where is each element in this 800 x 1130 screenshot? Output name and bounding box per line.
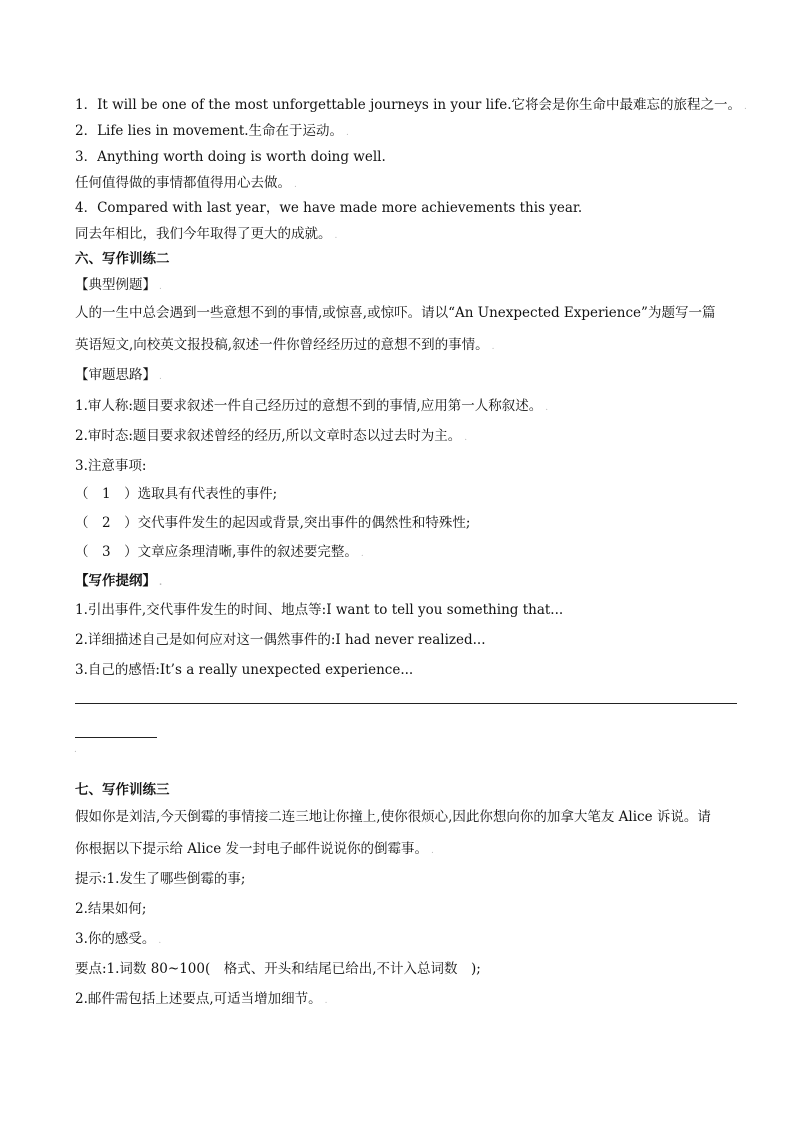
hint-1: 提示:1.发生了哪些倒霉的事; (75, 871, 246, 887)
paragraph-mark: . (324, 996, 328, 1006)
sentence-3-translation: 任何值得做的事情都值得用心去做。 . (75, 175, 297, 191)
hint-2: 2.结果如何; (75, 901, 147, 917)
paragraph-mark: . (334, 231, 338, 241)
analysis-label: 【审题思路】 . (75, 367, 162, 383)
sentence-3: 3．Anything worth doing is worth doing well. (75, 149, 386, 165)
paragraph-mark: . (491, 342, 495, 352)
analysis-item-1: 1.审人称:题目要求叙述一件自己经历过的意想不到的事情,应用第一人称叙述。 . (75, 398, 549, 414)
paragraph-mark: . (294, 180, 297, 190)
requirement-2: 2.邮件需包括上述要点,可适当增加细节。 . (75, 991, 328, 1007)
paragraph-mark: . (464, 433, 468, 443)
analysis-item-6: （ 3 ）文章应条理清晰,事件的叙述要完整。 . (75, 544, 364, 560)
analysis-item-4: （ 1 ）选取具有代表性的事件; (75, 486, 278, 502)
sentence-2: 2．Life lies in movement.生命在于运动。 . (75, 123, 349, 139)
paragraph-mark: . (744, 102, 747, 112)
outline-item-3: 3.自己的感悟:It’s a really unexpected experience... (75, 662, 414, 678)
paragraph-mark: . (360, 549, 364, 559)
outline-item-2: 2.详细描述自己是如何应对这一偶然事件的:I had never realized... (75, 632, 486, 648)
prompt-line-2: 英语短文,向校英文报投稿,叙述一件你曾经经历过的意想不到的事情。 . (75, 337, 495, 353)
outline-item-1: 1.引出事件,交代事件发生的时间、地点等:I want to tell you something that... (75, 602, 564, 618)
analysis-item-5: （ 2 ）交代事件发生的起因或背景,突出事件的偶然性和特殊性; (75, 515, 471, 531)
paragraph-mark: . (545, 403, 549, 413)
outline-label: 【写作提纲】 . (75, 573, 163, 589)
paragraph-mark: . (431, 846, 434, 856)
sentence-1: 1．It will be one of the most unforgettable journeys in your life.它将会是你生命中最难忘的旅程之一。 . (75, 97, 747, 113)
hint-3: 3.你的感受。 . (75, 931, 162, 947)
paragraph-mark: . (159, 282, 162, 292)
section-7-heading: 七、写作训练三 (75, 782, 170, 798)
paragraph-mark: . (159, 372, 162, 382)
paragraph-mark: . (346, 128, 349, 138)
section-7-prompt-line-1: 假如你是刘洁,今天倒霉的事情接二连三地让你撞上,使你很烦心,因此你想向你的加拿大笔友 Alice 诉说。请 (75, 809, 711, 825)
analysis-item-2: 2.审时态:题目要求叙述曾经的经历,所以文章时态以过去时为主。 . (75, 428, 468, 444)
paragraph-mark: . (74, 745, 77, 755)
paragraph-mark: . (159, 578, 163, 588)
sentence-4-translation: 同去年相比，我们今年取得了更大的成就。 . (75, 226, 338, 242)
sentence-4: 4．Compared with last year，we have made more achievements this year. (75, 200, 583, 216)
paragraph-mark: . (158, 936, 162, 946)
section-7-prompt-line-2: 你根据以下提示给 Alice 发一封电子邮件说说你的倒霉事。 . (75, 841, 434, 857)
prompt-line-1: 人的一生中总会遇到一些意想不到的事情,或惊喜,或惊吓。请以“An Unexpected Experience”为题写一篇 (75, 305, 716, 321)
answer-line-short (75, 737, 157, 738)
example-label: 【典型例题】 . (75, 277, 162, 293)
answer-line-long (75, 703, 737, 704)
requirement-1: 要点:1.词数 80~100( 格式、开头和结尾已给出,不计入总词数 ); (75, 961, 481, 977)
analysis-item-3: 3.注意事项: (75, 458, 147, 474)
section-6-heading: 六、写作训练二 (75, 251, 170, 267)
